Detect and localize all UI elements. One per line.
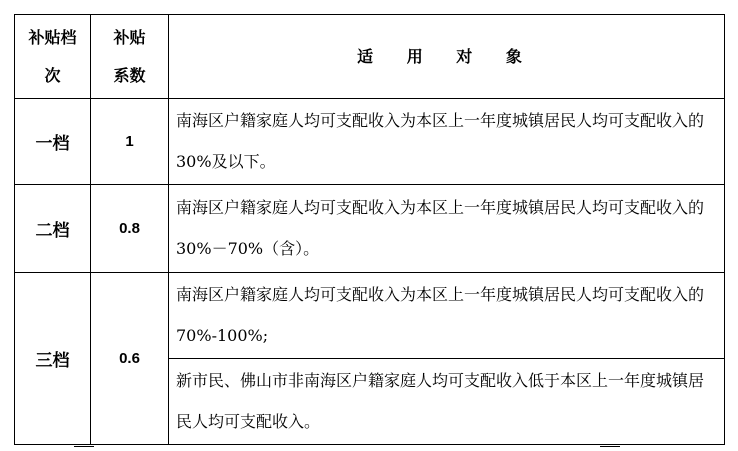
header-coefficient-line-1: 补贴	[113, 27, 146, 47]
header-tier-line-2: 次	[44, 65, 61, 85]
coefficient-cell: 1	[91, 99, 169, 185]
header-coefficient	[91, 15, 169, 99]
header-coefficient-line-2: 系数	[113, 65, 146, 85]
tier-cell: 一档	[15, 99, 91, 185]
description-cell: 南海区户籍家庭人均可支配收入为本区上一年度城镇居民人均可支配收入的 30%－70%（含）。	[169, 185, 725, 273]
coefficient-cell: 0.8	[91, 185, 169, 273]
table-row	[15, 273, 725, 359]
tier-cell: 三档	[15, 273, 91, 445]
coefficient-cell: 0.6	[91, 273, 169, 445]
divider-stub-right	[600, 446, 620, 447]
table-header-row	[15, 15, 725, 99]
description-cell: 南海区户籍家庭人均可支配收入为本区上一年度城镇居民人均可支配收入的 70%-100%;	[169, 273, 725, 359]
header-applicable-label: 适 用 对 象	[357, 46, 536, 66]
tier-cell: 二档	[15, 185, 91, 273]
header-tier	[15, 15, 91, 99]
table-row	[15, 185, 725, 273]
header-tier-line-1: 补贴档	[28, 27, 77, 47]
description-cell: 新市民、佛山市非南海区户籍家庭人均可支配收入低于本区上一年度城镇居民人均可支配收入。	[169, 359, 725, 445]
description-cell: 南海区户籍家庭人均可支配收入为本区上一年度城镇居民人均可支配收入的 30%及以下。	[169, 99, 725, 185]
subsidy-tier-table	[14, 14, 725, 445]
divider-stub-left	[74, 446, 94, 447]
header-applicable	[169, 15, 725, 99]
table-row	[15, 99, 725, 185]
